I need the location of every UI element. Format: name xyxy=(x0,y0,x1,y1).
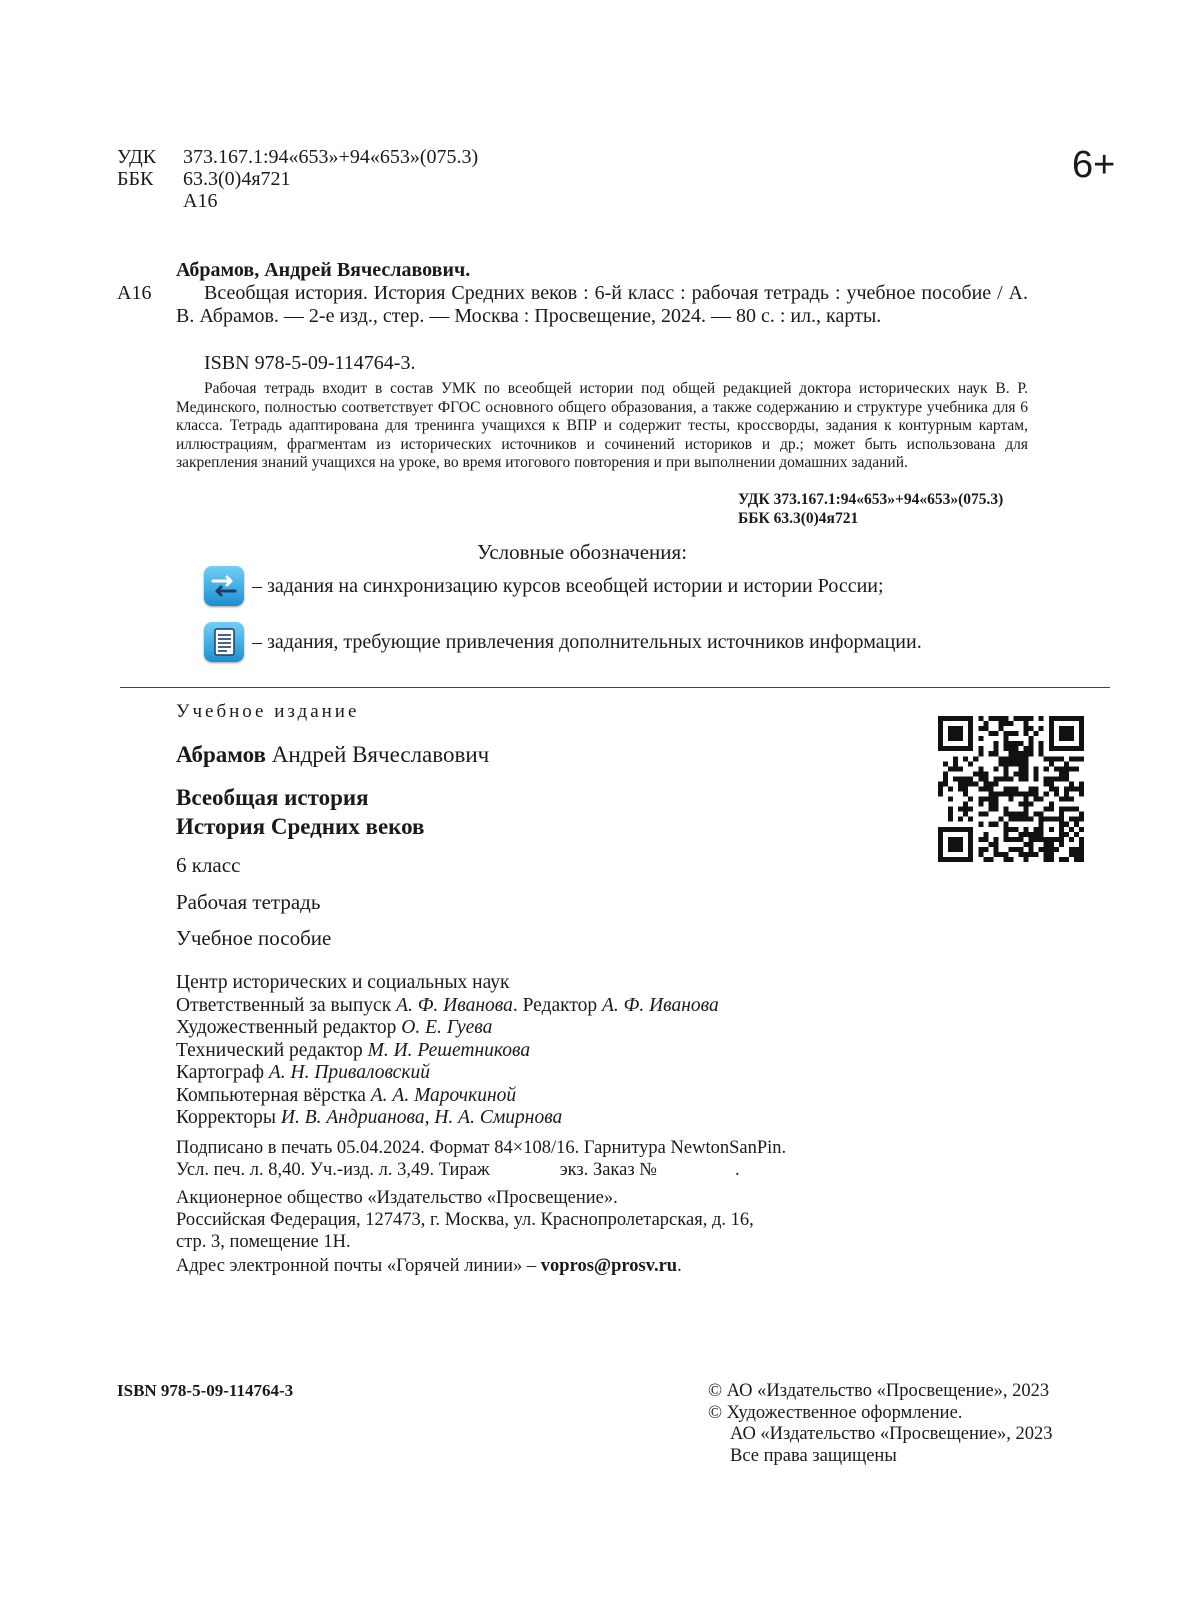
record-classification xyxy=(738,490,1003,528)
imprint-kind: Учебное издание xyxy=(176,701,360,722)
credit-role: . Редактор xyxy=(512,994,602,1016)
email-line xyxy=(176,1256,682,1277)
qr-code xyxy=(938,716,1084,862)
imprint-grade: 6 класс xyxy=(176,853,241,877)
print-line-end: . xyxy=(734,1160,740,1180)
record-sign: А16 xyxy=(117,282,152,304)
credit-layout xyxy=(176,1085,719,1108)
copyright-line2: © Художественное оформление. xyxy=(708,1402,963,1423)
credit-release xyxy=(176,995,719,1018)
imprint-type1: Рабочая тетрадь xyxy=(176,890,321,914)
imprint-title-line2: История Средних веков xyxy=(176,814,425,839)
udk-value: 373.167.1:94«653»+94«653»(075.3) xyxy=(183,146,479,168)
record-bbk: ББК 63.3(0)4я721 xyxy=(738,510,859,527)
credit-role: Корректоры xyxy=(176,1107,281,1128)
credit-name: А. Н. Приваловский xyxy=(268,1062,430,1083)
publisher-line3: стр. 3, помещение 1Н. xyxy=(176,1232,351,1252)
record-annotation: Рабочая тетрадь входит в состав УМК по всеобщей истории под общей редакцией доктора исторических наук В. Р. Мединского, полностью соответствует ФГОС основного общего образования, а также содержанию и структуре учебника для 6 класса. Тетрадь адаптирована для тренинга учащихся к ВПР и содержит тесты, кроссворды, задания к контурным картам, иллюстрациям, фрагментам из исторических источников и сочинений историков и др.; может быть использована для закрепления знаний учащихся на уроке, во время итогового повторения и при выполнении домашних заданий. xyxy=(176,380,1028,471)
print-line2 xyxy=(176,1159,786,1181)
imprint-author-surname: Абрамов xyxy=(176,742,266,767)
copyright-line3: АО «Издательство «Просвещение», 2023 xyxy=(730,1424,1053,1444)
credits-block xyxy=(176,972,719,1130)
credit-role: Картограф xyxy=(176,1062,269,1083)
legend-item-sync: – задания на синхронизацию курсов всеобщей истории и истории России; xyxy=(252,575,884,597)
credit-role: Компьютерная вёрстка xyxy=(176,1084,371,1106)
imprint-title xyxy=(176,783,424,841)
udk-label: УДК xyxy=(117,146,157,168)
credit-center xyxy=(176,972,719,995)
credit-name: А. А. Марочкиной xyxy=(370,1084,517,1106)
credit-art-editor xyxy=(176,1017,719,1040)
copyright-line1: © АО «Издательство «Просвещение», 2023 xyxy=(708,1381,1050,1401)
credit-name: А. Ф. Иванова xyxy=(396,994,513,1016)
record-author: Абрамов, Андрей Вячеславович. xyxy=(176,259,471,281)
publisher-line1: Акционерное общество «Издательство «Просвещение». xyxy=(176,1188,618,1208)
credit-name: А. Ф. Иванова xyxy=(602,994,719,1016)
document-icon xyxy=(204,622,244,662)
print-line1: Подписано в печать 05.04.2024. Формат 84×108/16. Гарнитура NewtonSanPin. xyxy=(176,1138,787,1158)
record-udk: УДК 373.167.1:94«653»+94«653»(075.3) xyxy=(738,491,1004,508)
bbk-label: ББК xyxy=(117,168,154,190)
credit-tech-editor xyxy=(176,1040,719,1063)
bbk-value: 63.3(0)4я721 xyxy=(183,168,291,190)
order-label: экз. Заказ № xyxy=(559,1160,657,1180)
age-rating: 6+ xyxy=(1072,144,1116,186)
imprint-author-names: Андрей Вячеславович xyxy=(271,742,490,767)
credit-cartographer xyxy=(176,1062,719,1085)
credit-name: И. В. Андрианова, Н. А. Смирнова xyxy=(280,1107,563,1128)
credit-proofreaders xyxy=(176,1107,719,1130)
email-label: Адрес электронной почты «Горячей линии» – xyxy=(176,1256,541,1276)
udk-block xyxy=(117,146,478,212)
record-title-first: Всеобщая история. История Средних веков : 6-й класс : рабочая тетрадь : учебное xyxy=(204,282,916,304)
footer-isbn: ISBN 978-5-09-114764-3 xyxy=(117,1381,294,1400)
publisher-info xyxy=(176,1187,754,1253)
record-title-rest: пособие / А. В. Абрамов. — 2-е изд., стер. — Москва : Просвещение, 2024. — 80 с. : ил., карты. xyxy=(176,282,1028,327)
legend-title: Условные обозначения: xyxy=(477,540,688,564)
email-link[interactable]: vopros@prosv.ru xyxy=(540,1256,678,1276)
print-run-label: Усл. печ. л. 8,40. Уч.-изд. л. 3,49. Тираж xyxy=(176,1160,490,1180)
credit-name: М. И. Решетникова xyxy=(367,1039,531,1061)
author-sign: А16 xyxy=(183,190,218,212)
credit-role: Художественный редактор xyxy=(176,1017,402,1038)
credit-role: Ответственный за выпуск xyxy=(176,994,397,1016)
copyright-block xyxy=(708,1381,1053,1467)
credit-name: О. Е. Гуева xyxy=(401,1017,493,1038)
credit-role: Центр исторических и социальных наук xyxy=(176,972,510,993)
publisher-line2: Российская Федерация, 127473, г. Москва, ул. Краснопролетарская, д. 16, xyxy=(176,1210,754,1230)
record-title xyxy=(176,282,1028,328)
copyright-line4: Все права защищены xyxy=(730,1445,897,1466)
credit-role: Технический редактор xyxy=(176,1039,368,1061)
divider xyxy=(120,687,1110,688)
imprint-type2: Учебное пособие xyxy=(176,926,332,950)
email-end: . xyxy=(677,1256,682,1276)
legend-item-sources: – задания, требующие привлечения дополнительных источников информации. xyxy=(252,631,922,653)
swap-arrows-icon xyxy=(204,566,244,606)
print-info xyxy=(176,1137,786,1181)
record-isbn: ISBN 978-5-09-114764-3. xyxy=(204,352,416,374)
imprint-title-line1: Всеобщая история xyxy=(176,785,369,810)
imprint-author xyxy=(176,742,489,768)
